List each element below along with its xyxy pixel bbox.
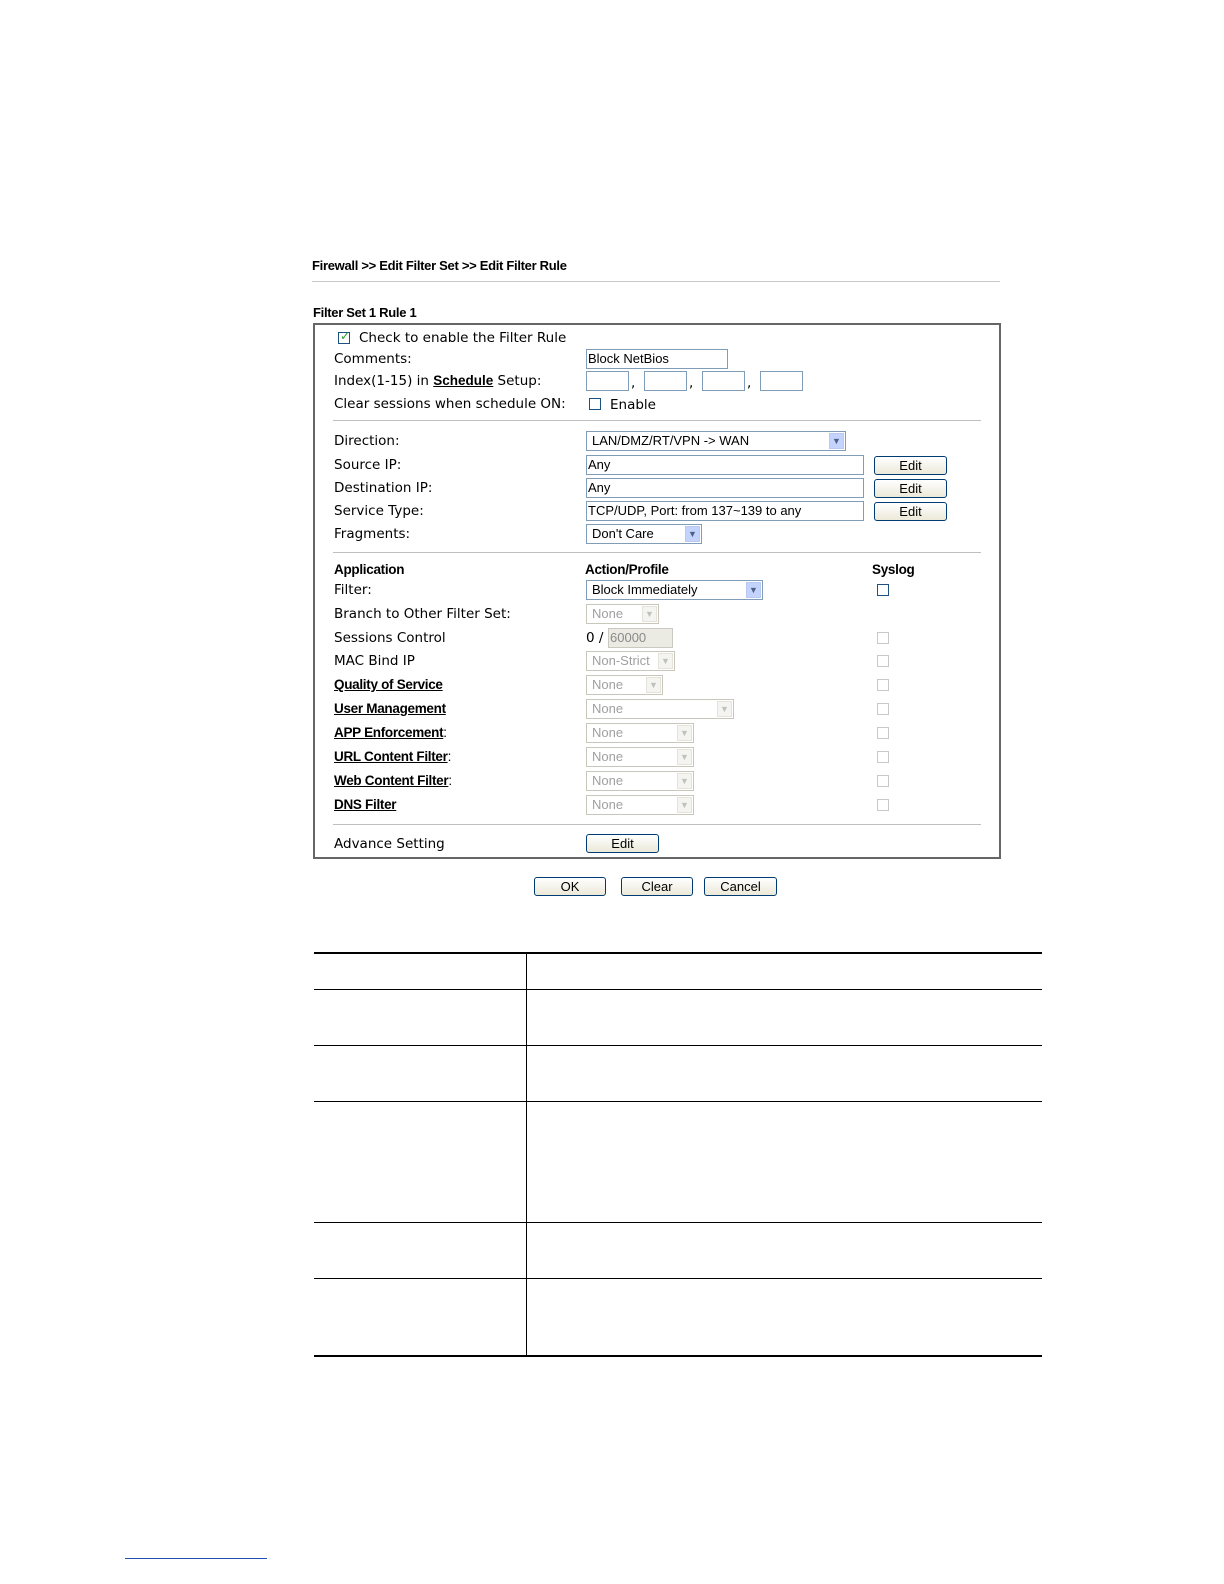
clear-sessions-label: Clear sessions when schedule ON: [334,396,566,412]
schedule-index-4[interactable] [760,371,803,391]
footer-rule [125,1558,267,1559]
index-separator: , [689,375,694,391]
table-rule [314,1278,1042,1279]
qos-syslog-checkbox[interactable] [877,679,889,691]
enable-rule-label: Check to enable the Filter Rule [359,330,567,346]
colon: : [448,773,452,788]
branch-label: Branch to Other Filter Set: [334,606,511,622]
mac-bind-value: Non-Strict [592,653,650,668]
chevron-down-icon: ▼ [717,701,732,717]
section-title: Filter Set 1 Rule 1 [313,305,417,320]
chevron-down-icon: ▼ [677,725,692,741]
url-content-filter-value: None [592,749,624,764]
dns-filter-link[interactable]: DNS Filter [334,797,397,812]
web-content-filter-select[interactable] [586,771,694,791]
url-filter-row-label [334,749,451,764]
schedule-index-suffix: Setup: [493,373,542,389]
mac-bind-select[interactable] [586,651,675,671]
web-content-filter-value: None [592,773,624,788]
clear-sessions-option: Enable [610,397,656,413]
comments-label: Comments: [334,351,412,367]
table-column-divider [526,954,527,1356]
source-ip-label: Source IP: [334,457,402,473]
mac-bind-syslog-checkbox[interactable] [877,655,889,667]
table-rule [314,1355,1042,1357]
comments-input[interactable]: Block NetBios [586,349,728,369]
advance-setting-label: Advance Setting [334,836,445,852]
col-action-profile: Action/Profile [585,562,669,577]
chevron-down-icon: ▼ [646,677,661,693]
col-application: Application [334,562,405,577]
web-content-filter-link[interactable]: Web Content Filter [334,773,449,788]
source-ip-field[interactable]: Any [586,455,864,475]
advance-setting-edit-button[interactable]: Edit [586,834,659,853]
fragments-select[interactable] [586,524,702,544]
branch-select[interactable] [586,604,659,624]
filter-label: Filter: [334,582,372,598]
index-separator: , [747,375,752,391]
direction-value: LAN/DMZ/RT/VPN -> WAN [592,433,750,448]
service-type-label: Service Type: [334,503,424,519]
source-ip-edit-button[interactable]: Edit [874,456,947,475]
chevron-down-icon: ▼ [658,653,673,669]
fragments-label: Fragments: [334,526,411,542]
section-divider [333,420,981,421]
app-enforcement-select[interactable] [586,723,694,743]
chevron-down-icon: ▼ [677,749,692,765]
app-enforcement-link[interactable]: APP Enforcement [334,725,444,740]
mac-bind-label: MAC Bind IP [334,653,415,669]
dns-filter-select[interactable] [586,795,694,815]
chevron-down-icon: ▼ [642,606,657,622]
filter-action-select[interactable] [586,580,763,600]
table-rule [314,1222,1042,1223]
destination-ip-edit-button[interactable]: Edit [874,479,947,498]
schedule-link[interactable]: Schedule [433,373,494,388]
qos-select[interactable] [586,675,663,695]
description-table [314,952,1042,1357]
table-rule [314,1045,1042,1046]
sessions-syslog-checkbox[interactable] [877,632,889,644]
url-filter-syslog-checkbox[interactable] [877,751,889,763]
sessions-current: 0 / [586,630,604,646]
filter-rule-panel [313,323,1001,859]
table-rule [314,952,1042,954]
user-management-select[interactable] [586,699,734,719]
schedule-index-label [334,373,541,389]
col-syslog: Syslog [872,562,915,577]
dns-filter-value: None [592,797,624,812]
service-type-field[interactable]: TCP/UDP, Port: from 137~139 to any [586,501,864,521]
user-management-link[interactable]: User Management [334,701,446,716]
colon: : [447,749,452,764]
cancel-button[interactable]: Cancel [704,877,777,896]
destination-ip-label: Destination IP: [334,480,433,496]
app-enforcement-row-label [334,725,447,740]
fragments-value: Don't Care [592,526,654,541]
user-management-value: None [592,701,624,716]
breadcrumb: Firewall >> Edit Filter Set >> Edit Filter Rule [312,258,567,273]
branch-value: None [592,606,624,621]
index-separator: , [631,375,636,391]
table-rule [314,1101,1042,1102]
user-management-syslog-checkbox[interactable] [877,703,889,715]
clear-button[interactable]: Clear [621,877,693,896]
chevron-down-icon: ▼ [829,433,844,449]
filter-syslog-checkbox[interactable] [877,584,889,596]
chevron-down-icon: ▼ [746,582,761,598]
direction-select[interactable] [586,431,846,451]
url-content-filter-link[interactable]: URL Content Filter [334,749,448,764]
destination-ip-field[interactable]: Any [586,478,864,498]
colon: : [443,725,447,740]
url-content-filter-select[interactable] [586,747,694,767]
schedule-index-1[interactable] [586,371,629,391]
sessions-max-field[interactable]: 60000 [608,628,673,648]
schedule-index-2[interactable] [644,371,687,391]
section-divider [333,824,981,825]
app-enforcement-syslog-checkbox[interactable] [877,727,889,739]
schedule-index-prefix: Index(1-15) in [334,373,434,389]
section-divider [333,552,981,553]
schedule-index-3[interactable] [702,371,745,391]
table-rule [314,989,1042,990]
web-filter-syslog-checkbox[interactable] [877,775,889,787]
dns-filter-syslog-checkbox[interactable] [877,799,889,811]
filter-action-value: Block Immediately [592,582,698,597]
header-divider [312,281,1000,282]
check-icon: ✓ [340,329,351,343]
chevron-down-icon: ▼ [677,797,692,813]
chevron-down-icon: ▼ [677,773,692,789]
direction-label: Direction: [334,433,400,449]
enable-rule-checkbox[interactable] [338,329,351,344]
chevron-down-icon: ▼ [685,526,700,542]
service-type-edit-button[interactable]: Edit [874,502,947,521]
qos-value: None [592,677,624,692]
clear-sessions-checkbox[interactable] [589,398,601,410]
app-enforcement-value: None [592,725,624,740]
web-filter-row-label [334,773,452,788]
qos-link[interactable]: Quality of Service [334,677,443,692]
ok-button[interactable]: OK [534,877,606,896]
sessions-control-label: Sessions Control [334,630,446,646]
